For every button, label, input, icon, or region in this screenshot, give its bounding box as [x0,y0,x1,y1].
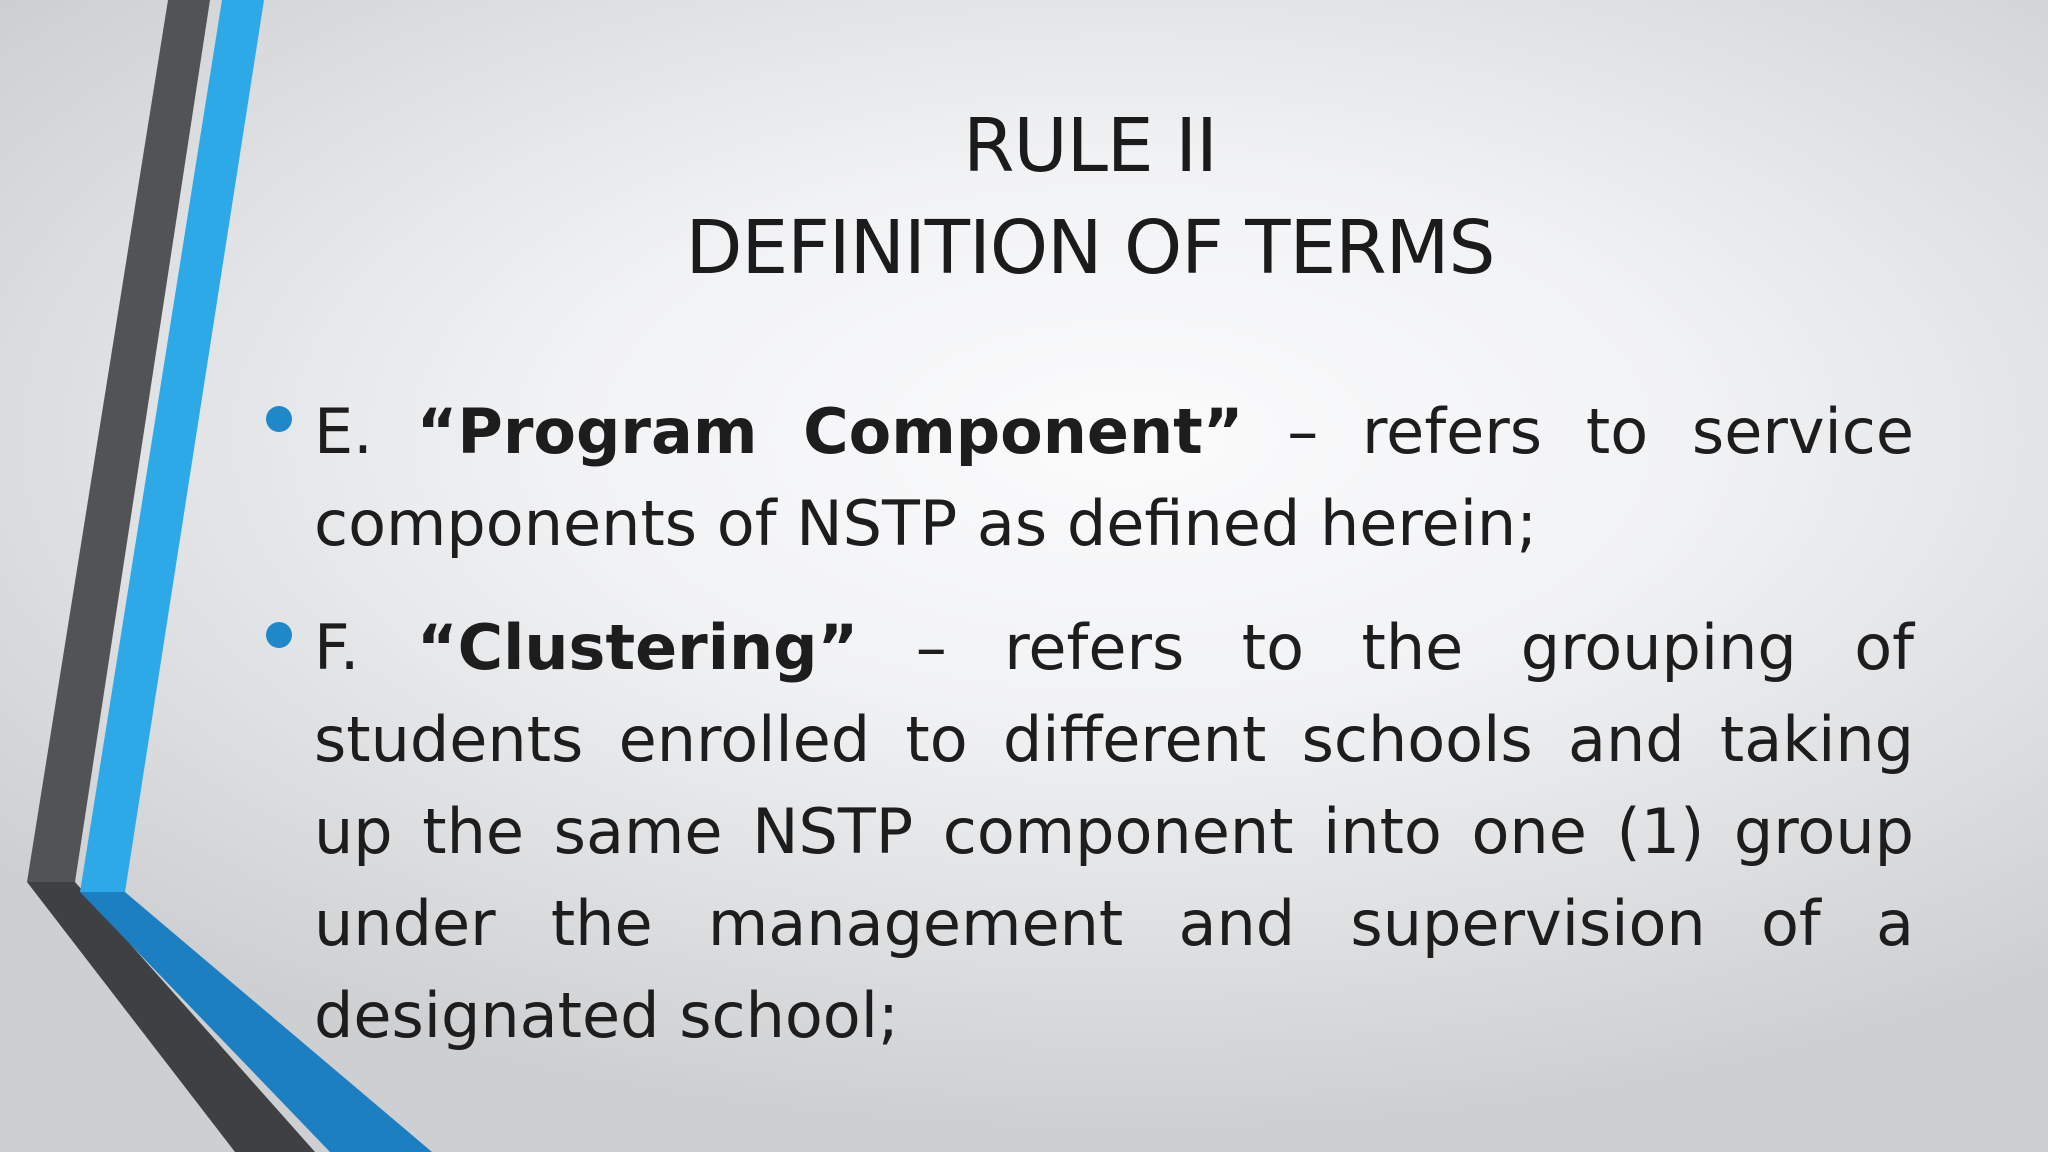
item-prefix: F. [314,611,417,684]
item-definition: – refers to the grouping of students enrolled to different schools and taking up the same NSTP component into one (1) group under the management and supervision of a designated school; [314,611,1914,1052]
item-term: “Program Component” [416,395,1244,468]
bullet-dot [266,622,292,648]
item-prefix: E. [314,395,417,468]
definition-list [314,386,1914,1094]
list-item [314,602,1914,1062]
item-definition: – refers to service components of NSTP as defined herein; [314,395,1914,560]
bullet-dot [266,406,292,432]
slide-title-rule: RULE II [963,103,1217,189]
item-term: “Clustering” [416,611,859,684]
list-item [314,386,1914,570]
slide-title-definition: DEFINITION OF TERMS [685,205,1495,291]
